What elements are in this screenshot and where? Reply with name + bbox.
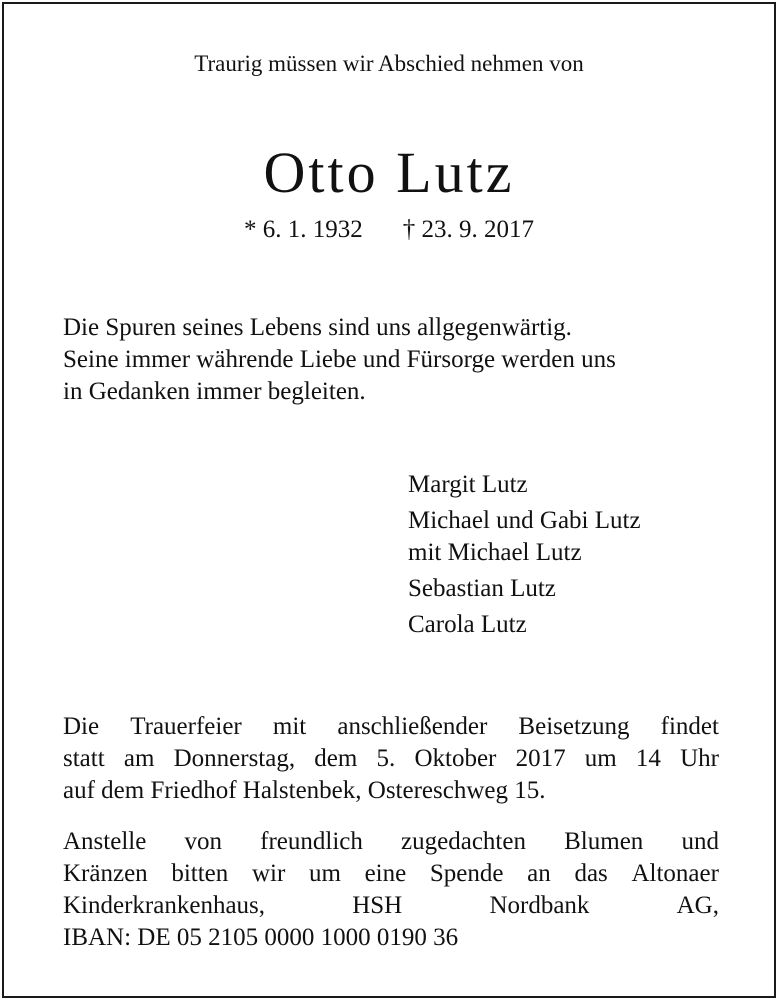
donation-line: Kränzen bitten wir um eine Spende an das Altonaer	[63, 860, 719, 887]
donation-request	[63, 826, 719, 954]
ceremony-line: statt am Donnerstag, dem 5. Oktober 2017 um 14 Uhr	[63, 745, 719, 772]
donation-line: Kinderkrankenhaus, HSH Nordbank AG,	[63, 892, 719, 919]
life-dates	[4, 214, 774, 246]
funeral-service-info	[63, 711, 719, 807]
donation-line: Anstelle von freundlich zugedachten Blumen und	[63, 828, 719, 855]
verse-line: in Gedanken immer begleiten.	[63, 378, 366, 405]
memorial-verse	[63, 312, 723, 408]
mourners-list	[408, 469, 641, 645]
mourner: mit Michael Lutz	[408, 539, 582, 566]
ceremony-line: auf dem Friedhof Halstenbek, Ostereschweg 15.	[63, 777, 546, 804]
ceremony-line: Die Trauerfeier mit anschließender Beisetzung findet	[63, 713, 719, 740]
intro-line: Traurig müssen wir Abschied nehmen von	[194, 51, 584, 76]
obituary-notice	[2, 2, 776, 998]
mourner: Sebastian Lutz	[408, 575, 556, 602]
death-date: † 23. 9. 2017	[402, 216, 534, 243]
mourner: Margit Lutz	[408, 471, 528, 498]
verse-line: Die Spuren seines Lebens sind uns allgegenwärtig.	[63, 314, 572, 341]
deceased-name: Otto Lutz	[263, 140, 515, 205]
donation-line: IBAN: DE 05 2105 0000 1000 0190 36	[63, 924, 459, 951]
verse-line: Seine immer währende Liebe und Fürsorge werden uns	[63, 346, 616, 373]
mourner: Carola Lutz	[408, 611, 527, 638]
birth-date: * 6. 1. 1932	[244, 216, 363, 243]
mourner: Michael und Gabi Lutz	[408, 507, 641, 534]
